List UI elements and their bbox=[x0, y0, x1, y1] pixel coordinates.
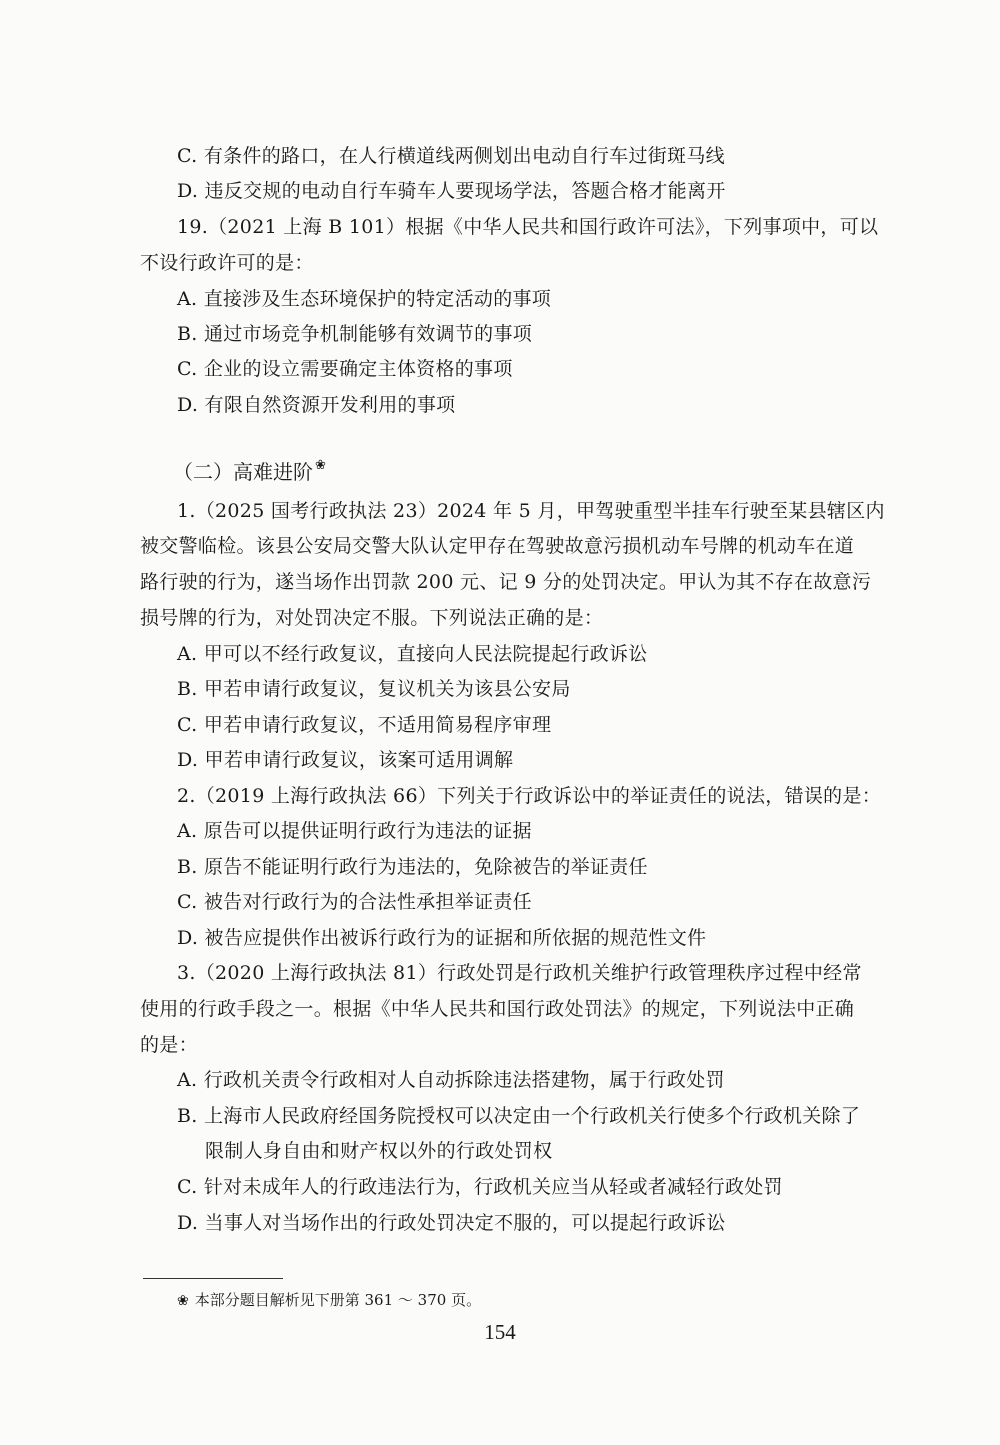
option-d-q3: D. 当事人对当场作出的行政处罚决定不服的，可以提起行政诉讼 bbox=[177, 1212, 726, 1234]
option-d-q1: D. 甲若申请行政复议，该案可适用调解 bbox=[177, 749, 514, 771]
option-a-q1: A. 甲可以不经行政复议，直接向人民法院提起行政诉讼 bbox=[177, 643, 648, 665]
question-3-stem-cont-2: 的是： bbox=[140, 1034, 198, 1056]
question-1-stem-cont-1: 被交警临检。该县公安局交警大队认定甲存在驾驶故意污损机动车号牌的机动车在道 bbox=[140, 535, 855, 557]
option-d-q2: D. 被告应提供作出被诉行政行为的证据和所依据的规范性文件 bbox=[177, 927, 707, 949]
option-b-q3: B. 上海市人民政府经国务院授权可以决定由一个行政机关行使多个行政机关除了 bbox=[177, 1105, 861, 1127]
question-19-stem: 19.（2021 上海 B 101）根据《中华人民共和国行政许可法》，下列事项中，可以 bbox=[177, 216, 879, 238]
question-1-stem-cont-3: 损号牌的行为，对处罚决定不服。下列说法正确的是： bbox=[140, 607, 604, 629]
flower-mark-icon: ❀ bbox=[315, 458, 326, 473]
footnote bbox=[177, 1290, 481, 1311]
option-d-q18: D. 违反交规的电动自行车骑车人要现场学法，答题合格才能离开 bbox=[177, 180, 726, 202]
page-number: 154 bbox=[484, 1320, 516, 1344]
option-c-q19: C. 企业的设立需要确定主体资格的事项 bbox=[177, 358, 513, 380]
option-c-q18: C. 有条件的路口，在人行横道线两侧划出电动自行车过街斑马线 bbox=[177, 145, 725, 167]
question-2-stem: 2.（2019 上海行政执法 66）下列关于行政诉讼中的举证责任的说法，错误的是： bbox=[177, 785, 882, 807]
section-heading-text: （二）高难进阶 bbox=[173, 460, 313, 484]
option-b-q2: B. 原告不能证明行政行为违法的，免除被告的举证责任 bbox=[177, 856, 648, 878]
section-heading bbox=[173, 458, 324, 486]
question-1-stem: 1.（2025 国考行政执法 23）2024 年 5 月，甲驾驶重型半挂车行驶至某县辖区内 bbox=[177, 500, 885, 522]
option-b-q19: B. 通过市场竞争机制能够有效调节的事项 bbox=[177, 323, 533, 345]
option-b-q3-cont: 限制人身自由和财产权以外的行政处罚权 bbox=[205, 1140, 553, 1162]
option-c-q1: C. 甲若申请行政复议，不适用简易程序审理 bbox=[177, 714, 552, 736]
question-19-stem-cont: 不设行政许可的是： bbox=[140, 252, 314, 274]
option-a-q3: A. 行政机关责令行政相对人自动拆除违法搭建物，属于行政处罚 bbox=[177, 1069, 725, 1091]
question-3-stem: 3.（2020 上海行政执法 81）行政处罚是行政机关维护行政管理秩序过程中经常 bbox=[177, 962, 862, 984]
question-1-stem-cont-2: 路行驶的行为，遂当场作出罚款 200 元、记 9 分的处罚决定。甲认为其不存在故意污 bbox=[140, 571, 872, 593]
option-a-q2: A. 原告可以提供证明行政行为违法的证据 bbox=[177, 820, 532, 842]
option-d-q19: D. 有限自然资源开发利用的事项 bbox=[177, 394, 456, 416]
option-c-q3: C. 针对未成年人的行政违法行为，行政机关应当从轻或者减轻行政处罚 bbox=[177, 1176, 783, 1198]
footnote-flower-icon: ❀ bbox=[177, 1293, 189, 1309]
option-c-q2: C. 被告对行政行为的合法性承担举证责任 bbox=[177, 891, 532, 913]
option-b-q1: B. 甲若申请行政复议，复议机关为该县公安局 bbox=[177, 678, 571, 700]
footnote-text: 本部分题目解析见下册第 361 ～ 370 页。 bbox=[194, 1291, 482, 1309]
footnote-divider bbox=[143, 1278, 283, 1279]
question-3-stem-cont-1: 使用的行政手段之一。根据《中华人民共和国行政处罚法》的规定，下列说法中正确 bbox=[140, 998, 855, 1020]
option-a-q19: A. 直接涉及生态环境保护的特定活动的事项 bbox=[177, 288, 552, 310]
